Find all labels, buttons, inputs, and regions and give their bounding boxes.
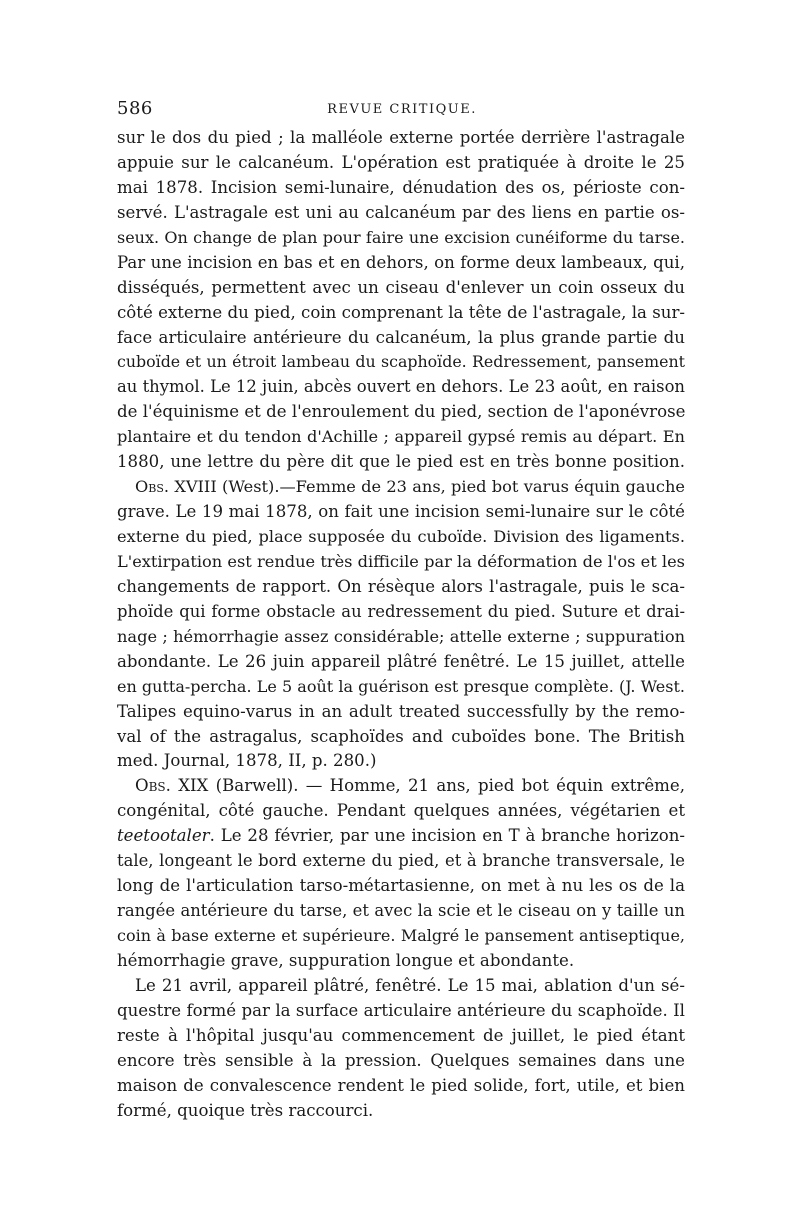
text-line: maison de convalescence rendent le pied solide, fort, utile, et bien bbox=[117, 1075, 685, 1095]
text-line: formé, quoique très raccourci. bbox=[117, 1100, 374, 1120]
running-title: REVUE CRITIQUE. bbox=[327, 102, 477, 117]
text-line: L'extirpation est rendue très difficile par la déformation de l'os et les bbox=[117, 551, 685, 571]
text-line: plantaire et du tendon d'Achille ; appareil gypsé remis au départ. En bbox=[117, 427, 685, 447]
text-line: sur le dos du pied ; la malléole externe portée derrière l'astragale bbox=[117, 128, 685, 147]
text-line: med. Journal, 1878, II, p. 280.) bbox=[117, 751, 377, 771]
text-line: questre formé par la surface articulaire antérieure du scaphoïde. Il bbox=[117, 1000, 685, 1020]
text-line: Talipes equino-varus in an adult treated successfully by the remo- bbox=[117, 701, 685, 721]
text-line: 1880, une lettre du père dit que le pied est en très bonne position. bbox=[117, 452, 685, 472]
observation-heading-line bbox=[117, 475, 685, 500]
text-line bbox=[117, 824, 685, 849]
text-line: coin à base externe et supérieure. Malgré le pansement antiseptique, bbox=[117, 926, 685, 945]
text-line: abondante. Le 26 juin appareil plâtré fenêtré. Le 15 juillet, attelle bbox=[117, 651, 685, 671]
text-line: nage ; hémorrhagie assez considérable; attelle externe ; suppuration bbox=[117, 626, 685, 646]
text-line: côté externe du pied, coin comprenant la tête de l'astragale, la sur- bbox=[117, 302, 685, 322]
line-text: . Le 28 février, par une incision en T à branche horizon- bbox=[209, 826, 685, 846]
text-line: servé. L'astragale est uni au calcanéum par des liens en partie os- bbox=[117, 202, 685, 222]
italic-term: teetootaler bbox=[117, 826, 210, 846]
text-line: hémorrhagie grave, suppuration longue et abondante. bbox=[117, 950, 575, 970]
text-line: long de l'articulation tarso-métartasienne, on met à nu les os de la bbox=[117, 876, 685, 896]
obs-label: Obs. bbox=[135, 776, 171, 796]
text-line: changements de rapport. On résèque alors l'astragale, puis le sca- bbox=[117, 576, 685, 596]
text-line: au thymol. Le 12 juin, abcès ouvert en dehors. Le 23 août, en raison bbox=[117, 377, 685, 397]
text-line: Le 21 avril, appareil plâtré, fenêtré. Le 15 mai, ablation d'un sé- bbox=[135, 975, 685, 995]
text-line: congénital, côté gauche. Pendant quelques années, végétarien et bbox=[117, 801, 685, 821]
text-line: encore très sensible à la pression. Quelques semaines dans une bbox=[117, 1050, 685, 1070]
text-line: rangée antérieure du tarse, et avec la scie et le ciseau on y taille un bbox=[117, 901, 685, 921]
text-line: seux. On change de plan pour faire une excision cunéiforme du tarse. bbox=[117, 227, 685, 247]
text-line: appuie sur le calcanéum. L'opération est pratiquée à droite le 25 bbox=[117, 152, 685, 172]
text-line: de l'équinisme et de l'enroulement du pied, section de l'aponévrose bbox=[117, 402, 685, 422]
obs-text: XIX (Barwell). — Homme, 21 ans, pied bot équin extrême, bbox=[170, 776, 685, 796]
text-line: grave. Le 19 mai 1878, on fait une incision semi-lunaire sur le côté bbox=[117, 502, 685, 522]
body-text bbox=[117, 126, 685, 1124]
text-line: face articulaire antérieure du calcanéum, la plus grande partie du bbox=[117, 327, 685, 347]
text-line: en gutta-percha. Le 5 août la guérison est presque complète. (J. West. bbox=[117, 676, 685, 696]
page-header bbox=[117, 98, 687, 122]
text-line: val of the astragalus, scaphoïdes and cuboïdes bone. The British bbox=[117, 726, 685, 746]
text-line: mai 1878. Incision semi-lunaire, dénudation des os, périoste con- bbox=[117, 177, 685, 197]
text-line: reste à l'hôpital jusqu'au commencement de juillet, le pied étant bbox=[117, 1025, 685, 1045]
text-line: tale, longeant le bord externe du pied, et à branche transversale, le bbox=[117, 851, 685, 871]
text-line: cuboïde et un étroit lambeau du scaphoïde. Redressement, pansement bbox=[117, 352, 685, 372]
text-line: disséqués, permettent avec un ciseau d'enlever un coin osseux du bbox=[117, 277, 685, 297]
obs-text: XVIII (West).—Femme de 23 ans, pied bot varus équin gauche bbox=[169, 477, 685, 497]
text-line: phoïde qui forme obstacle au redressement du pied. Suture et drai- bbox=[117, 601, 685, 621]
page-number: 586 bbox=[117, 98, 153, 119]
obs-label: Obs. bbox=[135, 477, 170, 497]
observation-heading-line bbox=[117, 774, 685, 799]
text-line: externe du pied, place supposée du cuboïde. Division des ligaments. bbox=[117, 527, 685, 546]
text-line: Par une incision en bas et en dehors, on forme deux lambeaux, qui, bbox=[117, 252, 685, 272]
